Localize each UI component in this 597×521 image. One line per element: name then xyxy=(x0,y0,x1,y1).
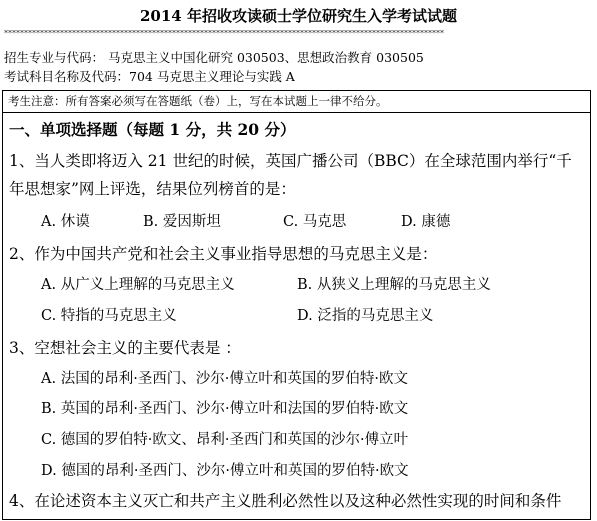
question-3-option-d: D. 德国的昂利·圣西门、沙尔·傅立叶和英国的罗伯特·欧文 xyxy=(41,463,409,479)
question-1-option-c: C. 马克思 xyxy=(283,214,347,230)
question-3-option-a: A. 法国的昂利·圣西门、沙尔·傅立叶和英国的罗伯特·欧文 xyxy=(41,371,409,387)
question-3-stem: 3、空想社会主义的主要代表是 ： xyxy=(9,339,241,357)
question-1-option-a: A. 休谟 xyxy=(41,214,90,230)
question-1-option-d: D. 康德 xyxy=(401,214,451,230)
question-1-stem: 1、当人类即将迈入 21 世纪的时候，英国广播公司（BBC）在全球范围内举行“千年思想家”网上评选，结果位列榜首的是： xyxy=(9,152,572,198)
exam-title: 2014 年招收攻读硕士学位研究生入学考试试题 xyxy=(140,7,457,25)
question-4-stem: 4、在论述资本主义灭亡和共产主义胜利必然性以及这种必然性实现的时间和条件 xyxy=(9,492,562,510)
question-2-option-d: D. 泛指的马克思主义 xyxy=(297,308,434,324)
candidate-notice: 考生注意：所有答案必须写在答题纸（卷）上，写在本试题上一律不给分。 xyxy=(3,91,590,113)
question-1-option-b: B. 爱因斯坦 xyxy=(143,214,221,230)
question-2-stem: 2、作为中国共产党和社会主义事业指导思想的马克思主义是： xyxy=(9,245,438,263)
exam-content-box xyxy=(2,90,591,520)
question-2-option-b: B. 从狭义上理解的马克思主义 xyxy=(297,277,491,293)
star-separator: ************************************************************************************************************** xyxy=(4,30,444,38)
major-line: 招生专业与代码： 马克思主义中国化研究 030503、思想政治教育 030505 xyxy=(4,50,424,65)
question-3-option-c: C. 德国的罗伯特·欧文、昂利·圣西门和英国的沙尔·傅立叶 xyxy=(41,432,409,448)
question-2-option-c: C. 特指的马克思主义 xyxy=(41,308,177,324)
question-3-option-b: B. 英国的昂利·圣西门、沙尔·傅立叶和法国的罗伯特·欧文 xyxy=(41,401,409,417)
section-title: 一、单项选择题（每题 1 分，共 20 分） xyxy=(9,120,296,139)
subject-line: 考试科目名称及代码：704 马克思主义理论与实践 A xyxy=(4,69,295,84)
question-2-option-a: A. 从广义上理解的马克思主义 xyxy=(41,277,235,293)
